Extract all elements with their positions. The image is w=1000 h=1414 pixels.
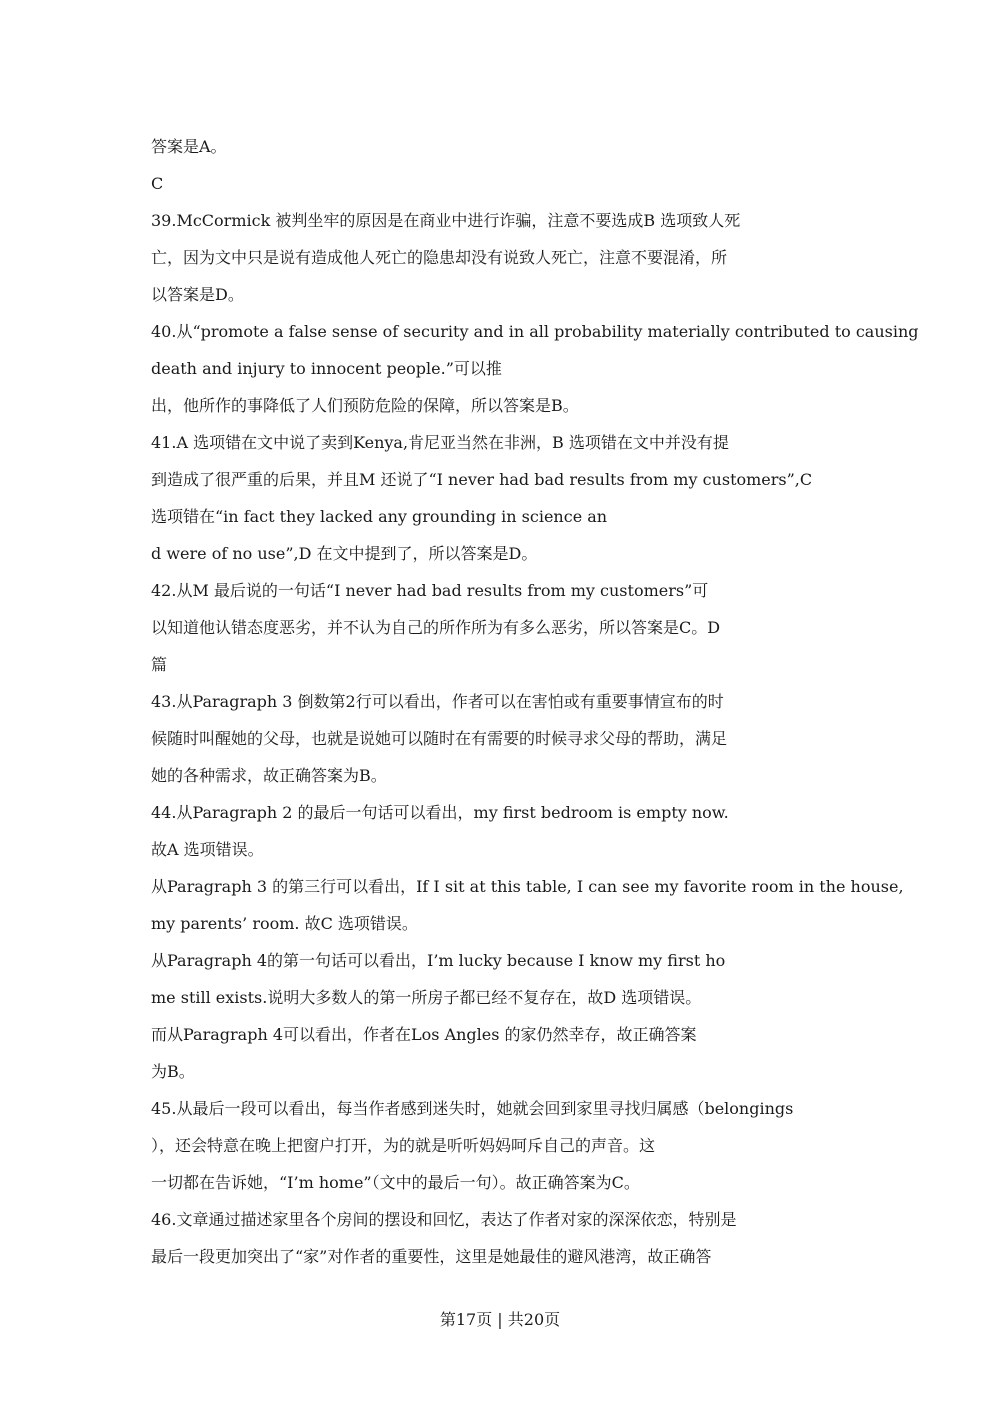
text-line: 39.McCormick 被判坐牢的原因是在商业中进行诈骗，注意不要选成B 选项致人死 — [151, 211, 741, 230]
answer-explanation-text — [151, 128, 919, 1275]
text-line: 以知道他认错态度恶劣，并不认为自己的所作所为有多么恶劣，所以答案是C。D — [151, 618, 721, 637]
text-line: 为B。 — [151, 1062, 195, 1081]
text-line: C — [151, 174, 164, 193]
page-footer: 第17页 | 共20页 — [439, 1310, 561, 1329]
text-line: me still exists.说明大多数人的第一所房子都已经不复存在，故D 选项错误。 — [151, 988, 702, 1007]
text-line: ），还会特意在晚上把窗户打开，为的就是听听妈妈呵斥自己的声音。这 — [151, 1136, 656, 1155]
text-line: 出，他所作的事降低了人们预防危险的保障，所以答案是B。 — [151, 396, 579, 415]
text-line: 故A 选项错误。 — [151, 840, 264, 859]
text-line: d were of no use”,D 在文中提到了，所以答案是D。 — [151, 544, 538, 563]
text-line: 46.文章通过描述家里各个房间的摆设和回忆，表达了作者对家的深深依恋，特别是 — [151, 1210, 737, 1229]
text-line: 而从Paragraph 4可以看出，作者在Los Angles 的家仍然幸存，故正确答案 — [151, 1025, 697, 1044]
text-line: 选项错在“in fact they lacked any grounding in science an — [151, 507, 608, 526]
text-line: 最后一段更加突出了“家”对作者的重要性，这里是她最佳的避风港湾，故正确答 — [151, 1247, 712, 1266]
text-line: 43.从Paragraph 3 倒数第2行可以看出，作者可以在害怕或有重要事情宣布的时 — [151, 692, 724, 711]
text-line: 从Paragraph 4的第一句话可以看出，I’m lucky because I know my first ho — [151, 951, 726, 970]
text-line: 她的各种需求，故正确答案为B。 — [151, 766, 387, 785]
text-line: 篇 — [151, 655, 168, 674]
text-line: 41.A 选项错在文中说了卖到Kenya,肯尼亚当然在非洲，B 选项错在文中并没有提 — [151, 433, 729, 452]
text-line: 从Paragraph 3 的第三行可以看出，If I sit at this table, I can see my favorite room in the house, — [151, 877, 904, 896]
text-line: 一切都在告诉她，“I’m home”（文中的最后一句）。故正确答案为C。 — [151, 1173, 640, 1192]
text-line: 44.从Paragraph 2 的最后一句话可以看出，my first bedroom is empty now. — [151, 803, 729, 822]
text-line: 亡，因为文中只是说有造成他人死亡的隐患却没有说致人死亡，注意不要混淆，所 — [151, 248, 728, 267]
text-line: 42.从M 最后说的一句话“I never had bad results from my customers”可 — [151, 581, 709, 600]
text-line: 40.从“promote a false sense of security and in all probability materially contributed to causing — [151, 322, 919, 341]
text-line: 答案是A。 — [151, 137, 227, 156]
text-line: 候随时叫醒她的父母，也就是说她可以随时在有需要的时候寻求父母的帮助，满足 — [151, 729, 728, 748]
text-line: 45.从最后一段可以看出，每当作者感到迷失时，她就会回到家里寻找归属感（belongings — [151, 1099, 794, 1118]
text-line: my parents’ room. 故C 选项错误。 — [151, 914, 418, 933]
text-line: 到造成了很严重的后果，并且M 还说了“I never had bad results from my customers”,C — [151, 470, 813, 489]
text-line: 以答案是D。 — [151, 285, 244, 304]
text-line: death and injury to innocent people.”可以推 — [151, 359, 502, 378]
